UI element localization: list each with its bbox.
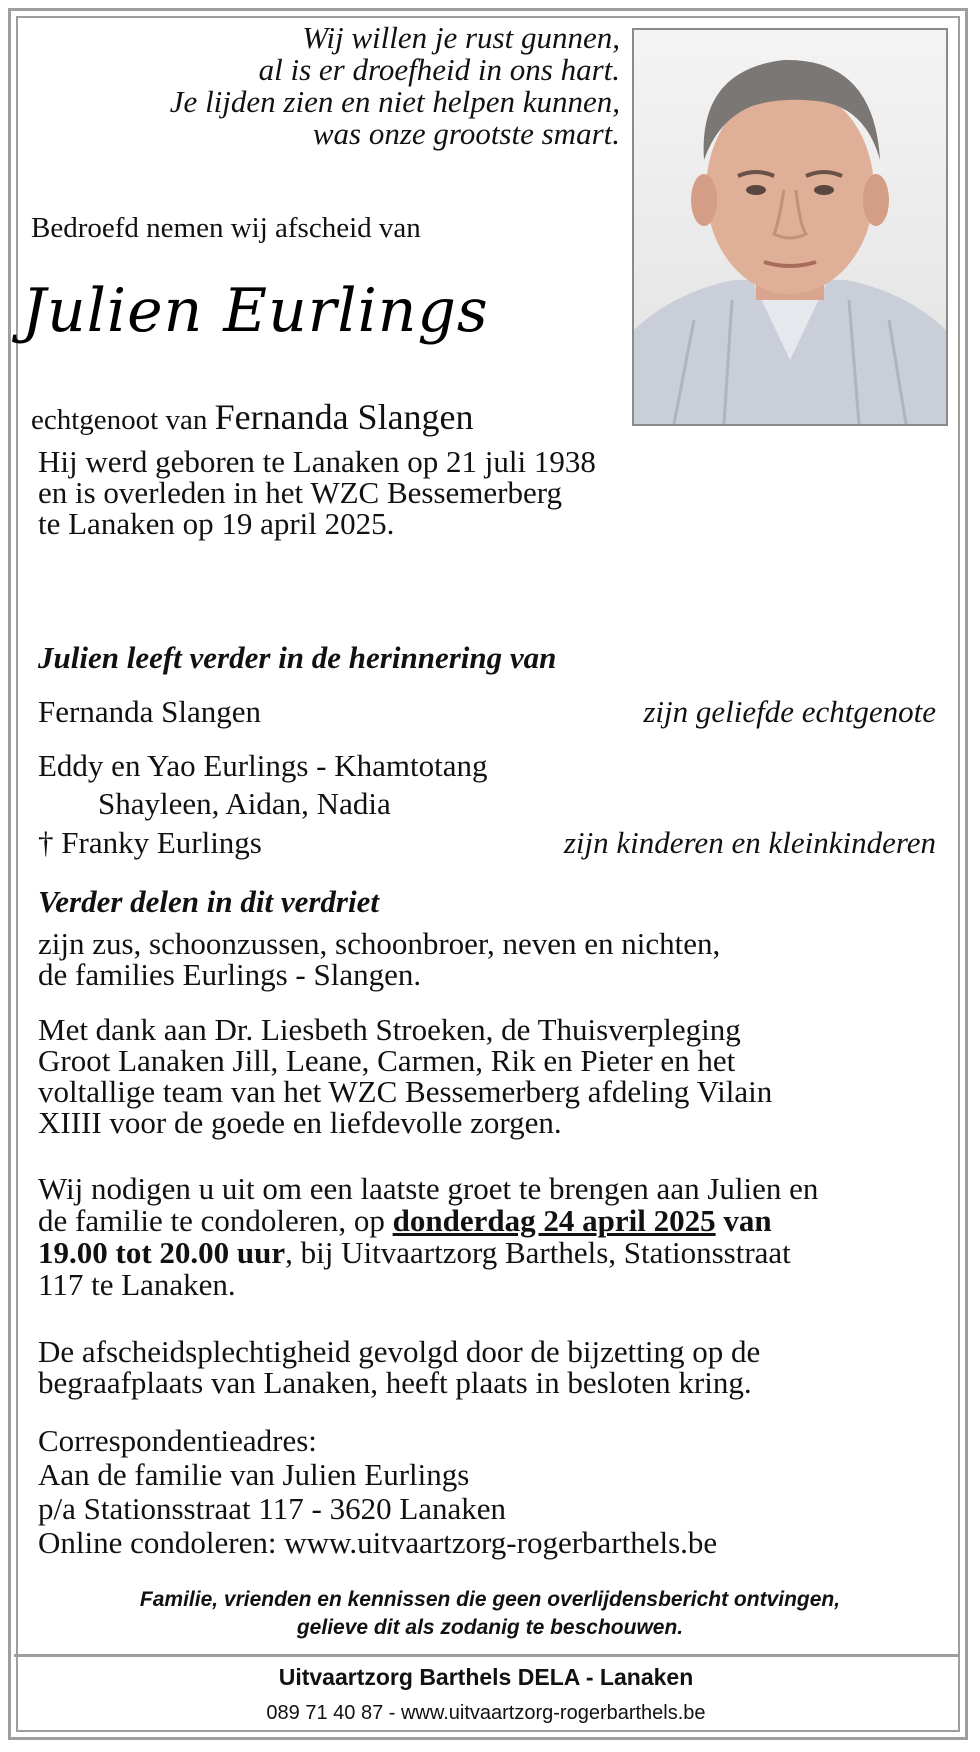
family-spouse-name: Fernanda Slangen <box>38 694 261 729</box>
invite-date: donderdag 24 april 2025 <box>392 1203 716 1238</box>
note-line: gelieve dit als zodanig te beschouwen. <box>296 1616 684 1639</box>
family-grandchildren: Shayleen, Aidan, Nadia <box>98 786 391 821</box>
family-children-relation: zijn kinderen en kleinkinderen <box>563 825 936 860</box>
portrait-photo <box>632 28 948 426</box>
bio-line: te Lanaken op 19 april 2025. <box>38 506 395 541</box>
ceremony-text <box>38 1336 760 1398</box>
family-row-child1 <box>38 748 936 784</box>
bio-line: Hij werd geboren te Lanaken op 21 juli 1938 <box>38 444 596 479</box>
footer-title: Uitvaartzorg Barthels DELA - Lanaken <box>278 1664 694 1690</box>
share-line: zijn zus, schoonzussen, schoonbroer, neven en nichten, <box>38 926 721 961</box>
ceremony-line: begraafplaats van Lanaken, heeft plaats in besloten kring. <box>38 1365 752 1400</box>
thanks-text <box>38 1014 772 1138</box>
deceased-name: Julien Eurlings <box>22 276 489 346</box>
invite-text <box>38 1173 818 1301</box>
family-row-spouse <box>38 694 936 730</box>
poem-line: Wij willen je rust gunnen, <box>302 20 620 55</box>
family-child1: Eddy en Yao Eurlings - Khamtotang <box>38 748 488 783</box>
invite-time: 19.00 tot 20.00 uur <box>38 1235 286 1270</box>
thanks-line: XIIII voor de goede en liefdevolle zorgen. <box>38 1105 562 1140</box>
spouse-name: Fernanda Slangen <box>214 397 474 437</box>
poem <box>20 22 620 150</box>
correspondence <box>38 1424 717 1560</box>
family-spouse-relation: zijn geliefde echtgenote <box>643 694 936 729</box>
invite-line2-pre: de familie te condoleren, op <box>38 1203 393 1238</box>
family-row-child2 <box>38 825 936 861</box>
poem-line: was onze grootste smart. <box>312 116 620 151</box>
footer-contact: 089 71 40 87 - www.uitvaartzorg-rogerbarthels.be <box>266 1702 706 1724</box>
note-line: Familie, vrienden en kennissen die geen overlijdensbericht ontvingen, <box>139 1588 841 1611</box>
bio-line: en is overleden in het WZC Bessemerberg <box>38 475 562 510</box>
invite-line: Wij nodigen u uit om een laatste groet te brengen aan Julien en <box>38 1171 819 1206</box>
notice-note <box>20 1586 960 1642</box>
spouse-prefix: echtgenoot van <box>31 404 208 436</box>
invite-line <box>38 1205 818 1237</box>
correspondence-line: p/a Stationsstraat 117 - 3620 Lanaken <box>38 1491 507 1526</box>
thanks-line: Met dank aan Dr. Liesbeth Stroeken, de Thuisverpleging <box>38 1012 741 1047</box>
correspondence-line: Online condoleren: www.uitvaartzorg-rogerbarthels.be <box>38 1525 718 1560</box>
family-child2: † Franky Eurlings <box>38 825 262 860</box>
spouse-line <box>31 396 474 438</box>
ceremony-line: De afscheidsplechtigheid gevolgd door de bijzetting op de <box>38 1334 761 1369</box>
share-line: de families Eurlings - Slangen. <box>38 957 422 992</box>
correspondence-line: Correspondentieadres: <box>38 1423 317 1458</box>
poem-line: al is er droefheid in ons hart. <box>258 52 620 87</box>
invite-line2-post: van <box>715 1203 772 1238</box>
memory-heading: Julien leeft verder in de herinnering van <box>38 640 557 675</box>
footer-divider <box>14 1654 958 1657</box>
invite-line3-post: , bij Uitvaartzorg Barthels, Stationsstraat <box>285 1235 791 1270</box>
thanks-line: Groot Lanaken Jill, Leane, Carmen, Rik en Pieter en het <box>38 1043 736 1078</box>
intro-text: Bedroefd nemen wij afscheid van <box>31 212 421 244</box>
correspondence-line: Aan de familie van Julien Eurlings <box>38 1457 470 1492</box>
share-heading: Verder delen in dit verdriet <box>38 884 379 919</box>
thanks-line: voltallige team van het WZC Bessemerberg afdeling Vilain <box>38 1074 773 1109</box>
portrait-illustration <box>634 30 946 424</box>
bio <box>38 446 596 539</box>
invite-line: 117 te Lanaken. <box>38 1267 236 1302</box>
share-text <box>38 928 720 990</box>
invite-line <box>38 1237 818 1269</box>
poem-line: Je lijden zien en niet helpen kunnen, <box>169 84 620 119</box>
